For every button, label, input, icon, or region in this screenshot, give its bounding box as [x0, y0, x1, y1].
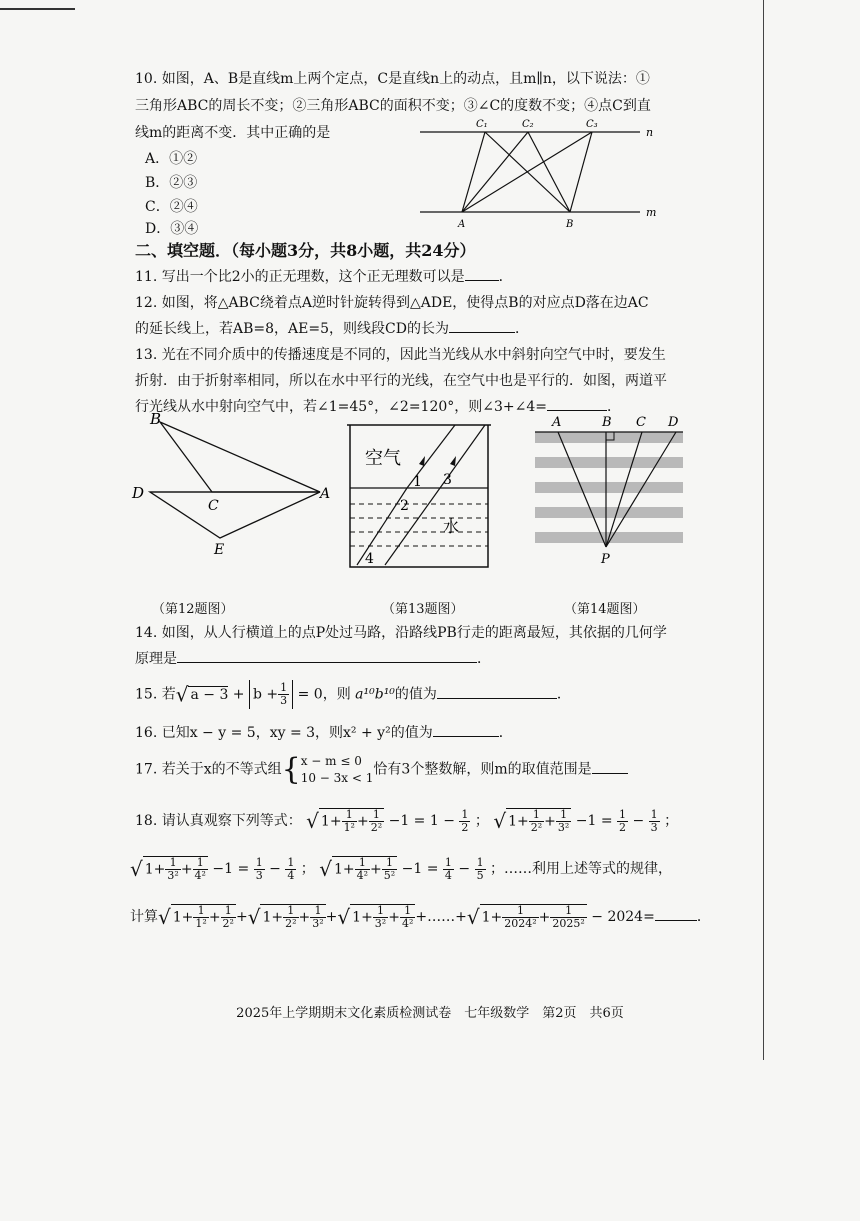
q15: 15. 若√ a − 3 + b + $\frac{1}{3}$ = 0，则 a¹⁰b¹⁰的值为 ． [135, 681, 571, 707]
fig14-label-d: D [668, 415, 679, 430]
fig14-label-c: C [636, 415, 646, 430]
fig14-label-b: B [602, 415, 612, 430]
label-c2: C₂ [522, 119, 534, 130]
q16: 16. 已知x − y = 5，xy = 3，则x² + y²的值为 ． [135, 722, 513, 742]
fig12-label-a: A [320, 486, 331, 502]
q18-line3: √ 1+ $\frac{1}{\text{3²}}$ + $\frac{1}{\text{4²}}$ −1 = $\frac{1}{3}$ − $\frac{1}{4}$ ； √ 1+ $\frac{1}{\text{4²}}$ + $\frac{1}{\text{5²}}$ −1 = $\frac{1}{4}$ − $\frac{1}{5}$ ；……利用上述等式的规律， [130, 855, 673, 882]
q14-line2: 原理是 ． [135, 648, 491, 668]
label-b: B [566, 219, 574, 230]
q13-line1: 13. 光在不同介质中的传播速度是不同的，因此当光线从水中斜射向空气中时，要发生 [135, 347, 666, 363]
q10-line2: 三角形ABC的周长不变；②三角形ABC的面积不变；③∠C的度数不变；④点C到直 [135, 98, 651, 114]
label-c1: C₁ [476, 119, 488, 130]
fig13-angle1: 1 [413, 474, 422, 490]
binding-line [763, 0, 764, 1060]
q10-figure [410, 115, 660, 230]
fig13-beaker [345, 420, 495, 570]
q12-line2: 的延长线上，若AB=8，AE=5，则线段CD的长为 ． [135, 318, 529, 338]
fig14-crosswalk [530, 412, 690, 567]
page-footer: 2025年上学期期末文化素质检测试卷 七年级数学 第2页 共6页 [236, 1006, 624, 1021]
q10-option-b: B．②③ [145, 175, 198, 191]
fig12-label-e: E [214, 542, 225, 558]
label-n: n [646, 126, 654, 139]
fig13-angle2: 2 [400, 498, 409, 514]
section-fill-blank-title: 二、填空题．（每小题3分，共8小题，共24分） [135, 241, 476, 260]
fig14-label-p: P [601, 552, 610, 567]
q10-line3: 线m的距离不变．其中正确的是 [135, 125, 331, 141]
fig12-label-b: B [150, 410, 162, 428]
caption-fig12: （第12题图） [152, 602, 234, 617]
label-m: m [646, 206, 657, 219]
q17: 17. 若关于x的不等式组{ x − m ≤ 0 10 − 3x < 1 恰有3个整数解，则m的取值范围是 [135, 752, 628, 787]
q12-line1: 12. 如图，将△ABC绕着点A逆时针旋转得到△ADE，使得点B的对应点D落在边AC [135, 295, 649, 311]
q18-line1: 18. 请认真观察下列等式： √ 1+ $\frac{1}{\text{1²}}$ + $\frac{1}{\text{2²}}$ −1 = 1 − $\frac{1}{2}$ ； √ 1+ $\frac{1}{\text{2²}}$ + $\frac{1}{\text{3²}}$ −1 = $\frac{1}{2}$ − $\frac{1}{3}$ ； [135, 807, 679, 834]
q11: 11. 写出一个比2小的正无理数，这个正无理数可以是 ． [135, 266, 513, 286]
q13-line3: 行光线从水中射向空气中，若∠1=45°，∠2=120°，则∠3+∠4= ． [135, 396, 621, 416]
q10-option-d: D．③④ [145, 221, 199, 237]
fig12-label-d: D [132, 484, 145, 502]
fig13-angle4: 4 [365, 551, 374, 567]
q10-line1: 10. 如图，A、B是直线m上两个定点，C是直线n上的动点，且m∥n，以下说法：① [135, 71, 650, 87]
q14-line1: 14. 如图，从人行横道上的点P处过马路，沿路线PB行走的距离最短，其依据的几何学 [135, 625, 667, 641]
fig12-triangle-rotation [130, 410, 340, 560]
fig14-label-a: A [552, 415, 562, 430]
q18-line4: 计算√ 1+ $\frac{1}{\text{1²}}$ + $\frac{1}{\text{2²}}$ +√ 1+ $\frac{1}{\text{2²}}$ + $\frac{1}{\text{3²}}$ +√ 1+ $\frac{1}{\text{3²}}$ + $\frac{1}{\text{4²}}$ +……+√ 1+ $\frac{1}{\text{2024²}}$ + $\frac{1}{\text{2025²}}$ − 2024= ． [130, 904, 711, 930]
caption-fig14: （第14题图） [564, 602, 646, 617]
q10-option-a: A．①② [145, 151, 198, 167]
fig13-air-label: 空气 [365, 448, 401, 469]
fig13-water-label: 水 [443, 517, 460, 536]
label-a: A [458, 219, 466, 230]
q10-option-c: C．②④ [145, 199, 198, 215]
caption-fig13: （第13题图） [382, 602, 464, 617]
label-c3: C₃ [586, 119, 598, 130]
fig13-angle3: 3 [443, 472, 452, 488]
fig12-label-c: C [208, 498, 219, 514]
top-rule [0, 8, 75, 10]
q13-line2: 折射．由于折射率相同，所以在水中平行的光线，在空气中也是平行的．如图，两道平 [135, 373, 667, 389]
